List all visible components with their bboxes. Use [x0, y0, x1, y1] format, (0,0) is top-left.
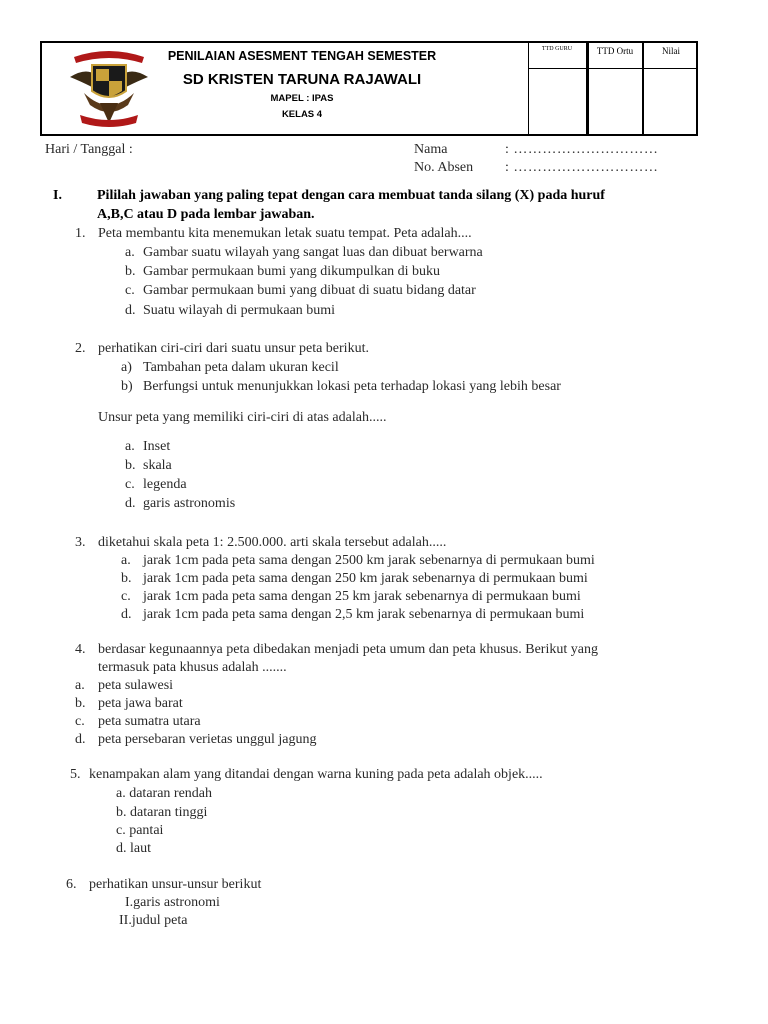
question-followup: Unsur peta yang memiliki ciri-ciri di atas adalah.....: [98, 410, 387, 425]
header-box: [40, 41, 698, 136]
school-name: SD KRISTEN TARUNA RAJAWALI: [182, 71, 422, 88]
question-number: 5.: [70, 767, 81, 782]
option-text: peta persebaran verietas unggul jagung: [98, 732, 317, 747]
divider: [528, 43, 529, 134]
date-label: Hari / Tanggal :: [45, 142, 133, 157]
section-number: I.: [53, 188, 62, 203]
option-label: c.: [125, 477, 135, 492]
question-text: perhatikan ciri-ciri dari suatu unsur peta berikut.: [98, 341, 369, 356]
option-text: peta sumatra utara: [98, 714, 201, 729]
question-number: 1.: [75, 226, 86, 241]
option-text: legenda: [143, 477, 187, 492]
option-label: d.: [125, 496, 136, 511]
question-text: perhatikan unsur-unsur berikut: [89, 877, 262, 892]
option-text: c. pantai: [116, 823, 164, 838]
question-number: 4.: [75, 642, 86, 657]
feature-label: b): [121, 379, 133, 394]
option-label: d.: [125, 303, 136, 318]
divider: [586, 43, 589, 134]
subject: MAPEL : IPAS: [270, 93, 334, 104]
exam-title: PENILAIAN ASESMENT TENGAH SEMESTER: [167, 49, 437, 63]
option-text: garis astronomis: [143, 496, 236, 511]
question-number: 3.: [75, 535, 86, 550]
divider: [528, 68, 696, 69]
option-label: c.: [125, 283, 135, 298]
class-label: KELAS 4: [281, 109, 323, 120]
feature-text: Tambahan peta dalam ukuran kecil: [143, 360, 339, 375]
option-label: c.: [75, 714, 85, 729]
question-text: diketahui skala peta 1: 2.500.000. arti skala tersebut adalah.....: [98, 535, 447, 550]
question-text: Peta membantu kita menemukan letak suatu tempat. Peta adalah....: [98, 226, 472, 241]
option-text: b. dataran tinggi: [116, 805, 208, 820]
nilai-label: Nilai: [662, 46, 680, 56]
ttd-guru-label: TTD GURU: [541, 46, 573, 52]
option-label: b.: [75, 696, 86, 711]
option-label: a.: [125, 439, 135, 454]
feature-text: Berfungsi untuk menunjukkan lokasi peta terhadap lokasi yang lebih besar: [143, 379, 561, 394]
option-text: peta sulawesi: [98, 678, 174, 693]
option-text: skala: [143, 458, 172, 473]
option-text: jarak 1cm pada peta sama dengan 2,5 km jarak sebenarnya di permukaan bumi: [143, 607, 585, 622]
question-text: kenampakan alam yang ditandai dengan warna kuning pada peta adalah objek.....: [89, 767, 543, 782]
option-text: jarak 1cm pada peta sama dengan 2500 km jarak sebenarnya di permukaan bumi: [143, 553, 595, 568]
option-label: c.: [121, 589, 131, 604]
divider: [642, 43, 644, 134]
option-text: peta jawa barat: [98, 696, 183, 711]
question-text: termasuk pata khusus adalah .......: [98, 660, 287, 675]
name-field: : …………………………: [505, 142, 659, 157]
option-text: Gambar permukaan bumi yang dikumpulkan di buku: [143, 264, 441, 279]
option-label: d.: [75, 732, 86, 747]
option-text: Gambar permukaan bumi yang dibuat di suatu bidang datar: [143, 283, 476, 298]
option-text: d. laut: [116, 841, 151, 856]
option-text: Gambar suatu wilayah yang sangat luas dan dibuat berwarna: [143, 245, 483, 260]
option-label: b.: [125, 264, 136, 279]
list-item: I.garis astronomi: [125, 895, 220, 910]
school-logo: [66, 47, 152, 131]
list-item: II.judul peta: [119, 913, 188, 928]
option-text: jarak 1cm pada peta sama dengan 25 km jarak sebenarnya di permukaan bumi: [143, 589, 581, 604]
option-label: b.: [125, 458, 136, 473]
option-label: a.: [125, 245, 135, 260]
option-text: jarak 1cm pada peta sama dengan 250 km jarak sebenarnya di permukaan bumi: [143, 571, 588, 586]
absen-label: No. Absen: [414, 160, 474, 175]
option-text: Suatu wilayah di permukaan bumi: [143, 303, 336, 318]
option-label: d.: [121, 607, 132, 622]
ttd-ortu-label: TTD Ortu: [596, 46, 634, 56]
question-number: 2.: [75, 341, 86, 356]
option-text: Inset: [143, 439, 171, 454]
question-number: 6.: [66, 877, 77, 892]
question-text: berdasar kegunaannya peta dibedakan menjadi peta umum dan peta khusus. Berikut yang: [98, 642, 598, 657]
absen-field: : …………………………: [505, 160, 659, 175]
option-text: a. dataran rendah: [116, 786, 212, 801]
option-label: a.: [75, 678, 85, 693]
option-label: b.: [121, 571, 132, 586]
feature-label: a): [121, 360, 132, 375]
section-instruction: Pililah jawaban yang paling tepat dengan cara membuat tanda silang (X) pada huruf: [97, 188, 605, 203]
option-label: a.: [121, 553, 131, 568]
section-instruction: A,B,C atau D pada lembar jawaban.: [97, 207, 315, 222]
name-label: Nama: [414, 142, 448, 157]
